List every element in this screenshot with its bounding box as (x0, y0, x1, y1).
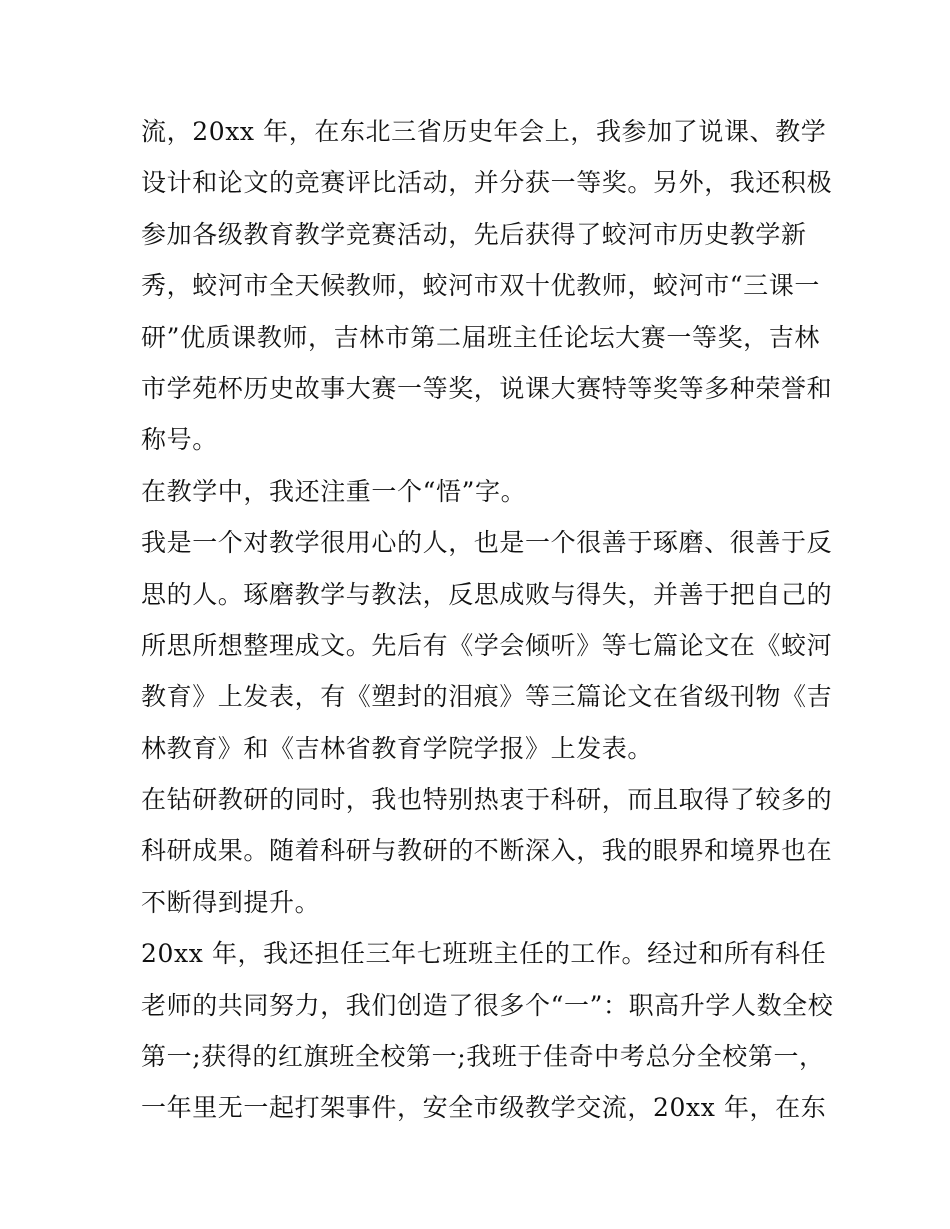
text-line: 20xx 年，我还担任三年七班班主任的工作。经过和所有科任 (141, 939, 827, 969)
text-line: 在教学中，我还注重一个“悟”字。 (141, 476, 527, 506)
document-body (141, 106, 834, 1134)
text-line: 流，20xx 年，在东北三省历史年会上，我参加了说课、教学 (141, 117, 827, 146)
text-line: 秀，蛟河市全天候教师，蛟河市双十优教师，蛟河市“三课一 (141, 271, 820, 301)
text-line: 第一;获得的红旗班全校第一;我班于佳奇中考总分全校第一， (141, 1042, 825, 1072)
text-line: 研”优质课教师，吉林市第二届班主任论坛大赛一等奖，吉林 (141, 322, 820, 352)
text-line: 思的人。琢磨教学与教法，反思成败与得失，并善于把自己的 (141, 579, 833, 609)
text-line: 林教育》和《吉林省教育学院学报》上发表。 (141, 733, 654, 763)
text-line: 科研成果。随着科研与教研的不断深入，我的眼界和境界也在 (141, 836, 833, 866)
text-line: 称号。 (141, 425, 218, 455)
text-line: 老师的共同努力，我们创造了很多个“一”：职高升学人数全校 (141, 990, 834, 1020)
text-line: 教育》上发表，有《塑封的泪痕》等三篇论文在省级刊物《吉 (141, 682, 833, 712)
text-line: 所思所想整理成文。先后有《学会倾听》等七篇论文在《蛟河 (141, 630, 833, 660)
text-line: 参加各级教育教学竞赛活动，先后获得了蛟河市历史教学新 (141, 219, 807, 249)
text-line: 我是一个对教学很用心的人，也是一个很善于琢磨、很善于反 (141, 528, 833, 558)
text-line: 不断得到提升。 (141, 887, 321, 917)
text-line: 在钻研教研的同时，我也特别热衷于科研，而且取得了较多的 (141, 785, 833, 815)
text-line: 市学苑杯历史故事大赛一等奖，说课大赛特等奖等多种荣誉和 (141, 373, 833, 403)
text-line: 一年里无一起打架事件，安全市级教学交流，20xx 年，在东 (141, 1093, 827, 1123)
text-line: 设计和论文的竞赛评比活动，并分获一等奖。另外，我还积极 (141, 168, 833, 198)
